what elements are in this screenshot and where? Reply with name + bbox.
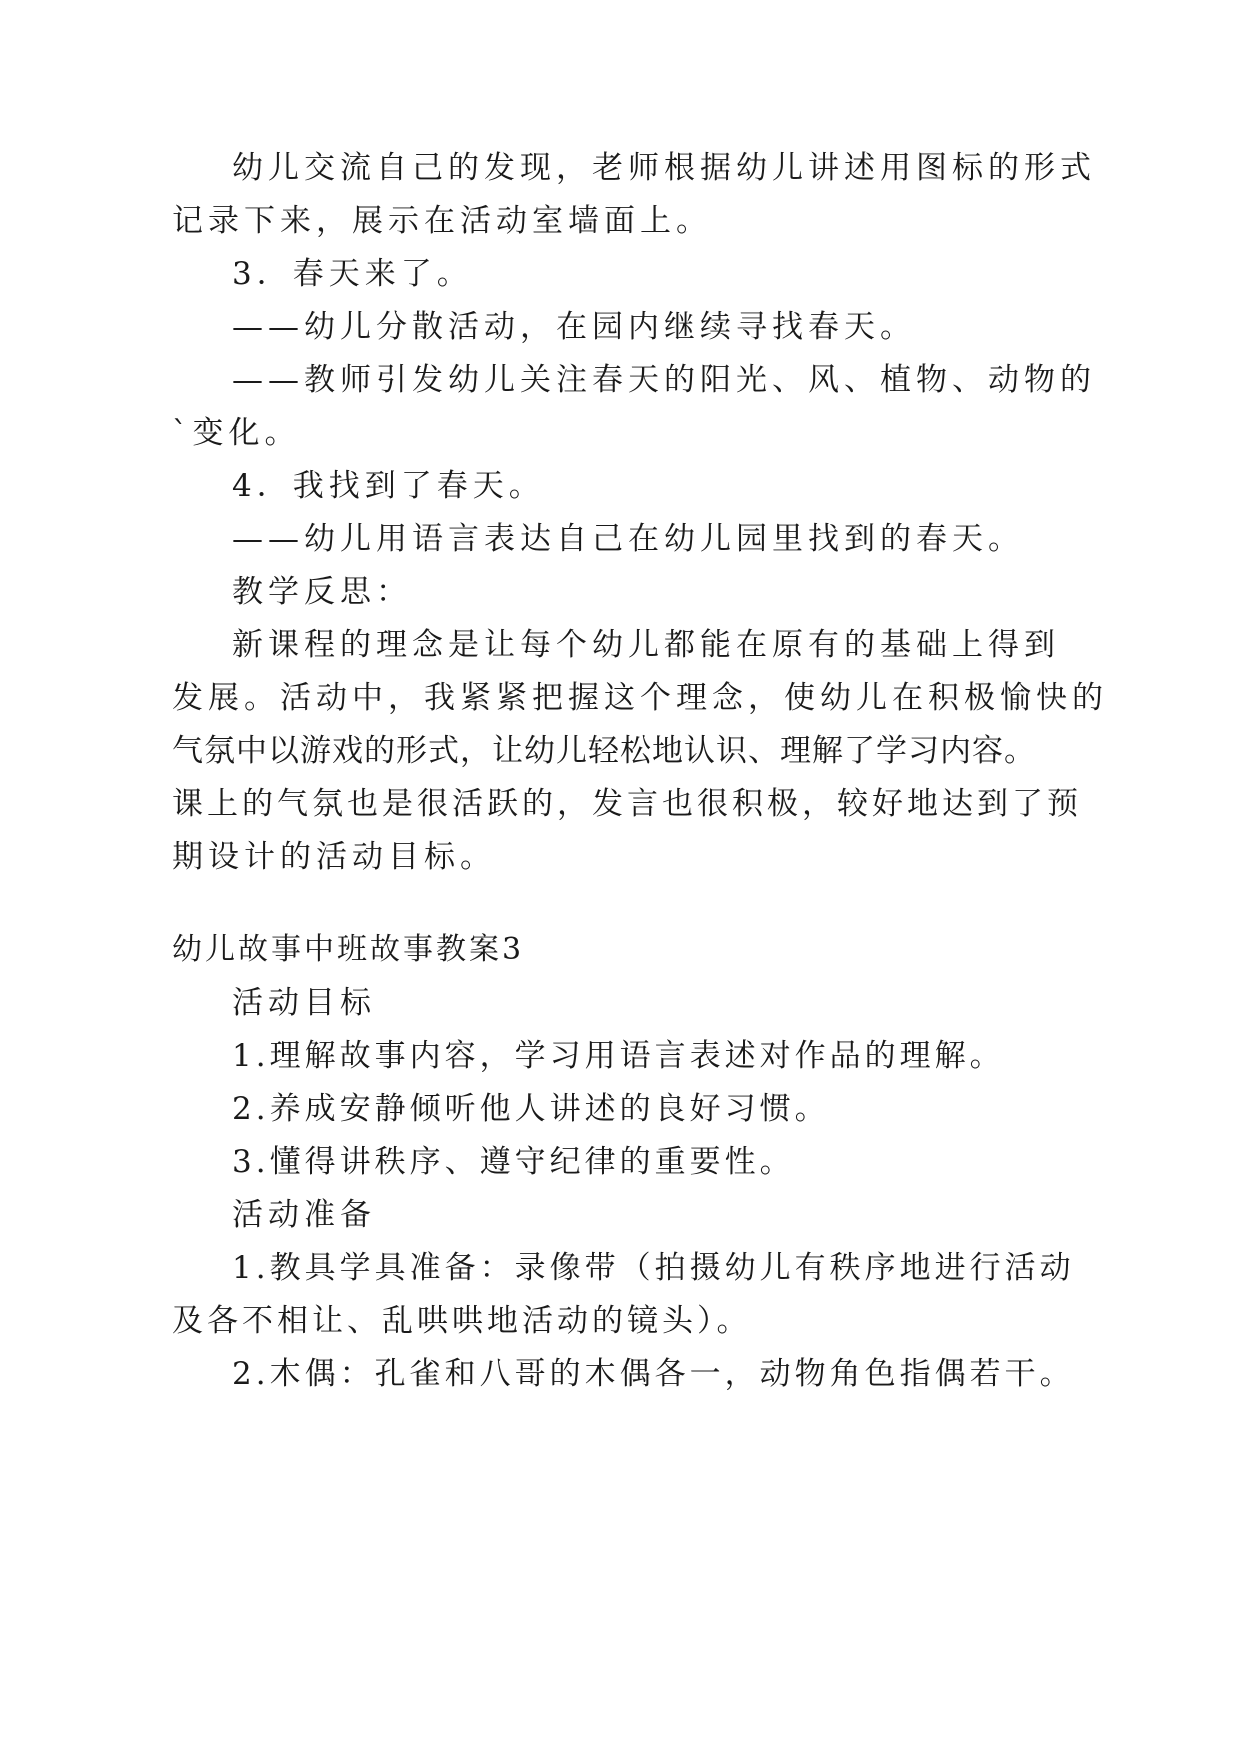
paragraph-line: 气氛中以游戏的形式，让幼儿轻松地认识、理解了学习内容。 [172,733,1036,769]
section-title: 幼儿故事中班故事教案3 [172,932,525,967]
step-heading: 3．春天来了。 [232,256,473,292]
paragraph-line: 记录下来，展示在活动室墙面上。 [172,203,712,239]
paragraph-line: ——教师引发幼儿关注春天的阳光、风、植物、动物的 [232,362,1096,398]
list-item: 2.木偶：孔雀和八哥的木偶各一，动物角色指偶若干。 [232,1356,1075,1392]
paragraph-line: ——幼儿用语言表达自己在幼儿园里找到的春天。 [232,521,1024,557]
subheading: 活动准备 [232,1197,376,1233]
list-item: 1.理解故事内容，学习用语言表述对作品的理解。 [232,1038,1005,1074]
list-item: 3.懂得讲秩序、遵守纪律的重要性。 [232,1144,795,1180]
list-item: 1.教具学具准备：录像带（拍摄幼儿有秩序地进行活动 [232,1250,1075,1286]
paragraph-line: `变化。 [172,415,301,451]
step-heading: 4．我找到了春天。 [232,468,545,504]
paragraph-line: 课上的气氛也是很活跃的，发言也很积极，较好地达到了预 [172,786,1082,822]
subheading: 活动目标 [232,985,376,1021]
paragraph-line: 发展。活动中，我紧紧把握这个理念，使幼儿在积极愉快的 [172,680,1108,716]
reflection-heading: 教学反思： [232,574,412,610]
paragraph-line: ——幼儿分散活动，在园内继续寻找春天。 [232,309,916,345]
paragraph-line: 期设计的活动目标。 [172,839,496,875]
paragraph-line: 幼儿交流自己的发现，老师根据幼儿讲述用图标的形式 [232,150,1096,186]
list-item: 及各不相让、乱哄哄地活动的镜头）。 [172,1303,752,1339]
paragraph-line: 新课程的理念是让每个幼儿都能在原有的基础上得到 [232,627,1060,663]
list-item: 2.养成安静倾听他人讲述的良好习惯。 [232,1091,830,1127]
